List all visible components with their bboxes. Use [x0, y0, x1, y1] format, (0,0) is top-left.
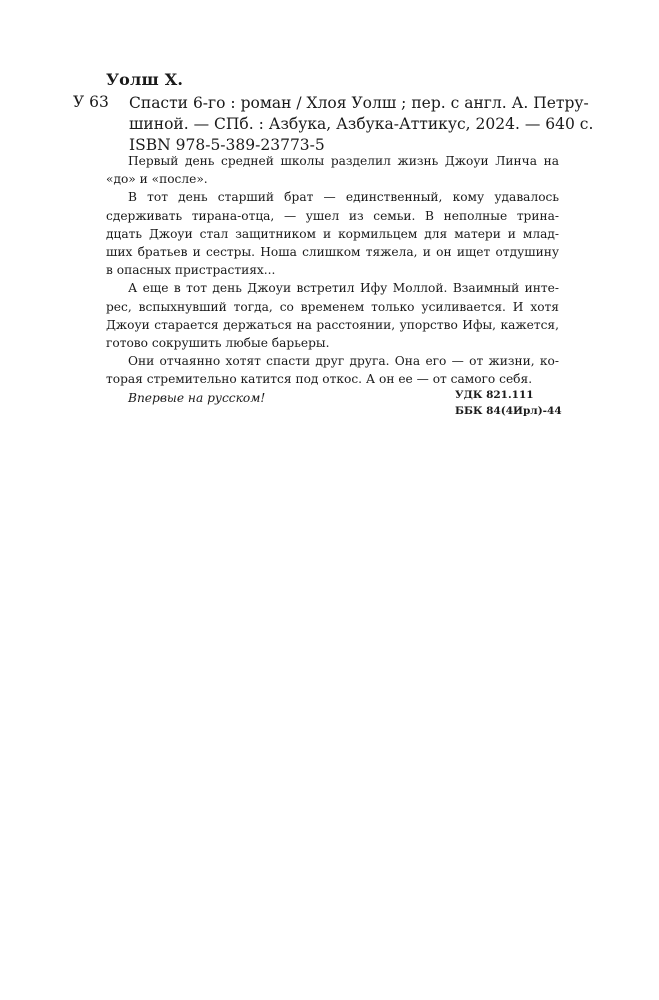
author-index-code: У 63 — [73, 93, 109, 111]
text-line: торая стремительно катится под откос. А он ее — от самого себя. — [106, 372, 533, 387]
isbn: ISBN 978-5-389-23773-5 — [129, 136, 325, 154]
classification-codes — [455, 387, 562, 419]
text-line: сдерживать тирана-отца, — ушел из семьи. В неполные трина- — [106, 208, 559, 223]
annotation-paragraph — [106, 279, 559, 352]
text-line: В тот день старший брат — единственный, кому удавалось — [128, 190, 559, 205]
text-line: Они отчаянно хотят спасти друг друга. Она его — от жизни, ко- — [128, 354, 559, 369]
text-line: А еще в тот день Джоуи встретил Ифу Моллой. Взаимный инте- — [128, 281, 559, 296]
tagline-text: Впервые на русском! — [128, 390, 266, 405]
text-line: Первый день средней школы разделил жизнь Джоуи Линча на — [128, 154, 559, 168]
udk-code: УДК 821.111 — [455, 389, 534, 401]
text-line: в опасных пристрастиях... — [106, 263, 276, 278]
text-line: ших братьев и сестры. Ноша слишком тяжела, и он ищет отдушину — [106, 245, 559, 260]
text-line: рес, вспыхнувший тогда, со временем только усиливается. И хотя — [106, 299, 559, 314]
bib-line: Спасти 6-го : роман / Хлоя Уолш ; пер. с англ. А. Петру- — [129, 94, 589, 112]
bib-line: шиной. — СПб. : Азбука, Азбука-Аттикус, 2024. — 640 с. — [129, 115, 594, 133]
bbk-code: ББК 84(4Ирл)-44 — [455, 405, 562, 417]
text-line: Джоуи старается держаться на расстоянии, упорство Ифы, кажется, — [106, 317, 559, 332]
text-line: «до» и «после». — [106, 172, 208, 187]
bibliographic-record — [129, 93, 594, 156]
annotation-paragraph — [106, 352, 559, 388]
annotation — [106, 152, 559, 407]
annotation-paragraph — [106, 152, 559, 188]
annotation-paragraph — [106, 188, 559, 279]
text-line: дцать Джоуи стал защитником и кормильцем для матери и млад- — [106, 226, 559, 241]
text-line: готово сокрушить любые барьеры. — [106, 336, 330, 351]
author-heading: Уолш Х. — [106, 70, 184, 89]
